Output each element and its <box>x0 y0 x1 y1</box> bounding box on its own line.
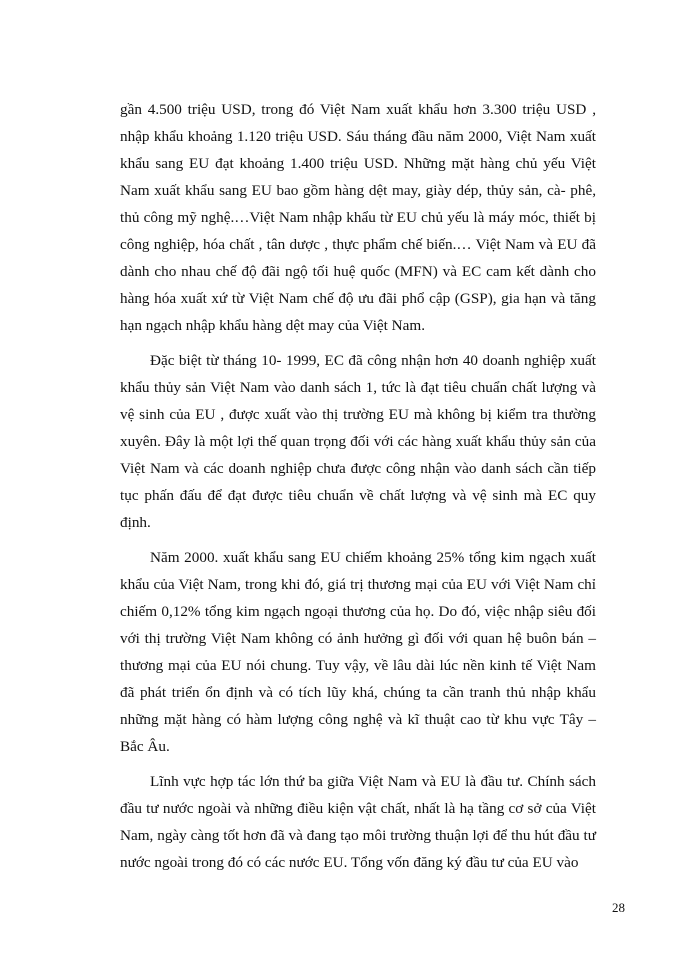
paragraph-investment: Lĩnh vực hợp tác lớn thứ ba giữa Việt Nam và EU là đầu tư. Chính sách đầu tư nước ngoài và những điều kiện vật chất, nhất là hạ tầng cơ sở của Việt Nam, ngày càng tốt hơn đã và đang tạo môi trường thuận lợi để thu hút đầu tư nước ngoài trong đó có các nước EU. Tổng vốn đăng ký đầu tư của EU vào <box>120 773 596 871</box>
page-number: 28 <box>612 900 625 915</box>
paragraph-seafood-enterprises: Đặc biệt từ tháng 10- 1999, EC đã công nhận hơn 40 doanh nghiệp xuất khẩu thủy sản Việt Nam vào danh sách 1, tức là đạt tiêu chuẩn chất lượng và vệ sinh của EU , được xuất vào thị trường EU mà không bị kiểm tra thường xuyên. Đây là một lợi thế quan trọng đối với các hàng xuất khẩu thủy sản của Việt Nam và các doanh nghiệp chưa được công nhận vào danh sách cần tiếp tục phấn đấu để đạt được tiêu chuẩn về chất lượng và vệ sinh mà EC quy định. <box>120 352 596 531</box>
paragraph-export-share-2000: Năm 2000. xuất khẩu sang EU chiếm khoảng 25% tổng kim ngạch xuất khẩu của Việt Nam, trong khi đó, giá trị thương mại của EU với Việt Nam chỉ chiếm 0,12% tổng kim ngạch ngoại thương của họ. Do đó, việc nhập siêu đối với thị trường Việt Nam không có ảnh hưởng gì đối với quan hệ buôn bán – thương mại của EU nói chung. Tuy vậy, về lâu dài lúc nền kinh tế Việt Nam đã phát triển ổn định và có tích lũy khá, chúng ta cần tranh thủ nhập khẩu những mặt hàng có hàm lượng công nghệ và kĩ thuật cao từ khu vực Tây – Bắc Âu. <box>120 549 596 755</box>
document-page <box>120 96 596 884</box>
paragraph-continued-trade-figures: gần 4.500 triệu USD, trong đó Việt Nam xuất khẩu hơn 3.300 triệu USD , nhập khẩu khoảng 1.120 triệu USD. Sáu tháng đầu năm 2000, Việt Nam xuất khẩu sang EU đạt khoảng 1.400 triệu USD. Những mặt hàng chủ yếu Việt Nam xuất khẩu sang EU bao gồm hàng dệt may, giày dép, thủy sản, cà- phê, thủ công mỹ nghệ.…Việt Nam nhập khẩu từ EU chủ yếu là máy móc, thiết bị công nghiệp, hóa chất , tân dược , thực phẩm chế biến.… Việt Nam và EU đã dành cho nhau chế độ đãi ngộ tối huệ quốc (MFN) và EC cam kết dành cho hàng hóa xuất xứ từ Việt Nam chế độ ưu đãi phổ cập (GSP), gia hạn và tăng hạn ngạch nhập khẩu hàng dệt may của Việt Nam. <box>120 101 596 334</box>
